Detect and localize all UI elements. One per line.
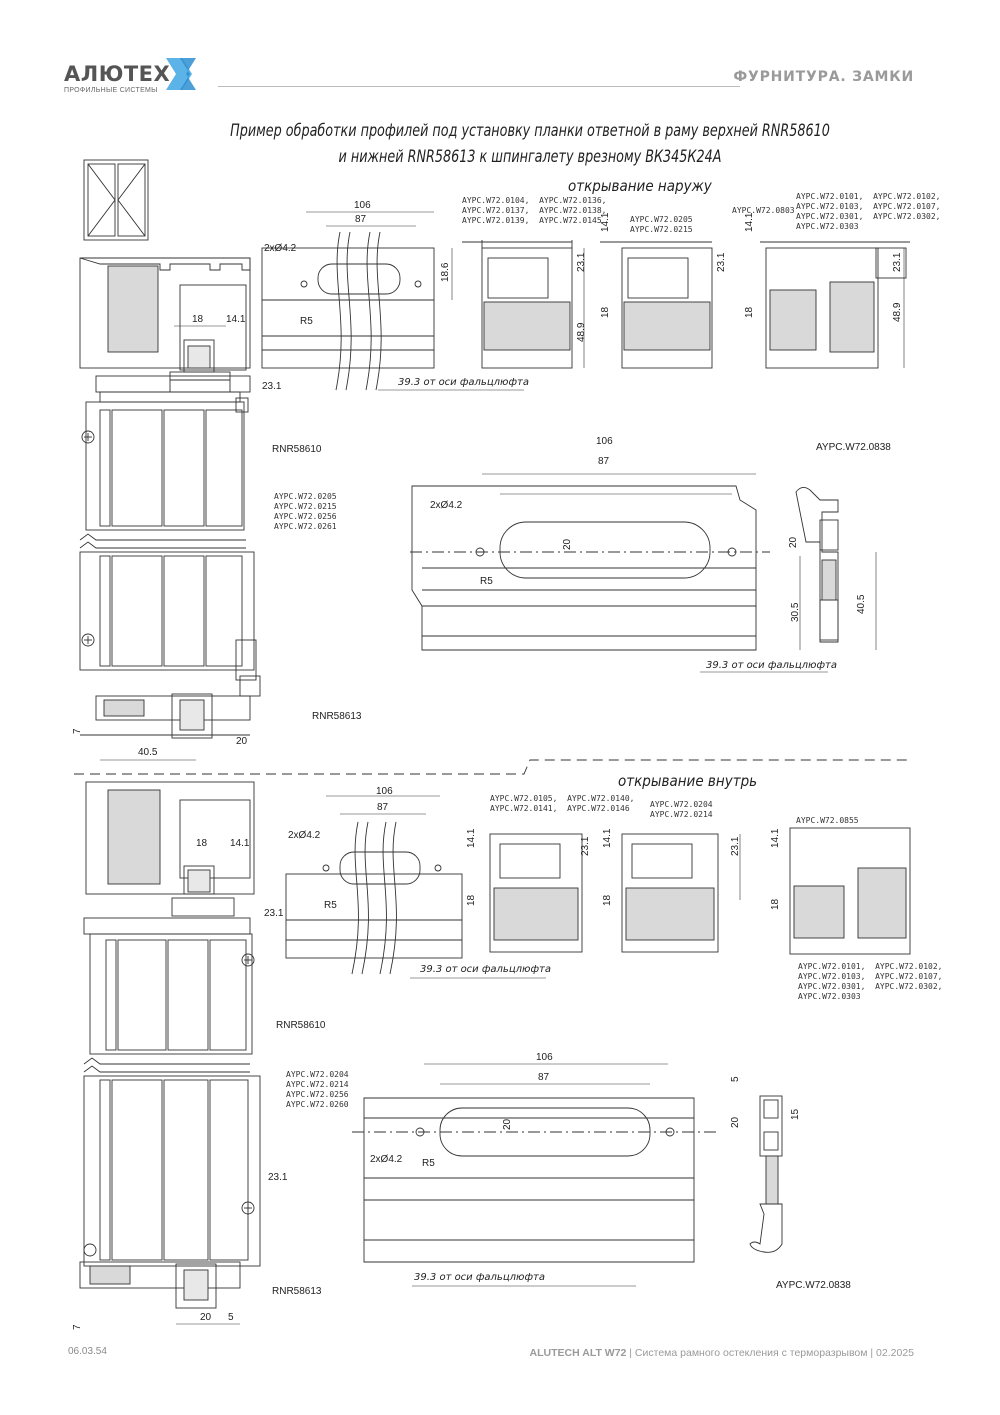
top-profile-0838 [796, 487, 838, 642]
dim-7-bottom: 7 [72, 1324, 83, 1330]
top-heading: открывание наружу [568, 177, 712, 195]
dim-14-1-bottom-b: 14.1 [466, 828, 477, 848]
dim-20-bottom-0838: 20 [730, 1116, 741, 1128]
dim-23-1-d: 23.1 [892, 252, 903, 272]
bottom-strike-plate-large [352, 1098, 720, 1262]
dim-14-1-bottom-a: 14.1 [230, 838, 250, 849]
dim-18-6: 18.6 [440, 262, 451, 282]
footer-brand: ALUTECH ALT W72 [529, 1347, 627, 1359]
dim-23-1-c: 23.1 [716, 252, 727, 272]
dim-30-5: 30.5 [790, 602, 801, 622]
ref-0838-top: AYPC.W72.0838 [816, 442, 891, 453]
dim-87: 87 [355, 214, 367, 225]
bottom-heading: открывание внутрь [618, 772, 758, 790]
dim-20-bottom-large: 20 [502, 1118, 513, 1130]
dim-106-bottom: 106 [376, 786, 393, 797]
logo-text: АЛЮТЕХ [64, 62, 171, 86]
top-left-section [80, 258, 260, 738]
dim-18-bottom-a: 18 [196, 838, 208, 849]
bottom-profile-c [790, 828, 910, 954]
dim-r5-bottom-large: R5 [422, 1158, 435, 1169]
dim-23-1-bottom-c: 23.1 [730, 836, 741, 856]
footer-text [530, 1347, 914, 1359]
dim-14-1-b: 14.1 [600, 212, 611, 232]
label-group-d: AYPC.W72.0101, AYPC.W72.0102, AYPC.W72.0103, AYPC.W72.0107, AYPC.W72.0301, AYPC.W72.0302, AYPC.W72.0303 [796, 192, 941, 231]
footer-desc: | Система рамного остекления с терморазрывом | 02.2025 [626, 1347, 914, 1359]
dim-5-bottom-0838: 5 [730, 1076, 741, 1082]
dim-20-top-left: 20 [236, 736, 248, 747]
dim-23-1-a: 23.1 [262, 381, 282, 392]
label-group-b: AYPC.W72.0205 AYPC.W72.0215 [630, 215, 693, 234]
dim-20-large: 20 [562, 538, 573, 550]
top-profile-a [462, 240, 572, 368]
dim-18-bottom-d: 18 [770, 898, 781, 910]
dim-20-0838: 20 [788, 536, 799, 548]
ref-rnr58613-top: RNR58613 [312, 711, 362, 722]
dim-r5: R5 [300, 316, 313, 327]
note-axis-top-small: 39.3 от оси фальцлюфта [398, 377, 529, 388]
dim-7-top: 7 [72, 728, 83, 734]
dim-23-1-b: 23.1 [576, 252, 587, 272]
label-group-c: AYPC.W72.0803 [732, 206, 795, 215]
dim-40-5-top-left: 40.5 [138, 747, 158, 758]
dim-2x-bottom: 2xØ4.2 [288, 830, 321, 841]
top-strike-plate-small [262, 232, 434, 390]
dim-87-bottom: 87 [377, 802, 389, 813]
dim-5-bottom-left: 5 [228, 1312, 234, 1323]
dim-106-large: 106 [596, 436, 613, 447]
bottom-profile-0838 [750, 1096, 782, 1252]
dim-r5-large: R5 [480, 576, 493, 587]
bottom-profile-a [490, 834, 582, 952]
title-line-1: Пример обработки профилей под установку планки ответной в раму верхней RNR58610 [230, 121, 830, 140]
dim-23-1-bottom-left: 23.1 [268, 1172, 288, 1183]
dim-14-1-a: 14.1 [226, 314, 246, 325]
ref-rnr58610-top: RNR58610 [272, 444, 322, 455]
dim-40-5: 40.5 [856, 594, 867, 614]
bottom-left-section [80, 782, 260, 1308]
page-code: 06.03.54 [68, 1346, 107, 1357]
bottom-profile-b [622, 834, 718, 952]
dim-14-1-bottom-d: 14.1 [770, 828, 781, 848]
dim-2x: 2xØ4.2 [264, 243, 297, 254]
section-title: ФУРНИТУРА. ЗАМКИ [733, 69, 914, 85]
dim-18-bottom-c: 18 [602, 894, 613, 906]
bottom-strike-plate-small [286, 822, 462, 974]
dim-2x-bottom-large: 2xØ4.2 [370, 1154, 403, 1165]
dim-87-bottom-large: 87 [538, 1072, 550, 1083]
ref-rnr58613-bottom: RNR58613 [272, 1286, 322, 1297]
dim-15-bottom-0838: 15 [790, 1108, 801, 1120]
top-profile-b [600, 242, 712, 368]
ref-0838-bottom: AYPC.W72.0838 [776, 1280, 851, 1291]
note-axis-top-large: 39.3 от оси фальцлюфта [706, 660, 837, 671]
bottom-label-group-c: AYPC.W72.0855 [796, 816, 859, 825]
dim-106-bottom-large: 106 [536, 1052, 553, 1063]
dim-48-9-a: 48.9 [576, 322, 587, 342]
dim-2x-large: 2xØ4.2 [430, 500, 463, 511]
label-group-a: AYPC.W72.0104, AYPC.W72.0136, AYPC.W72.0137, AYPC.W72.0138, AYPC.W72.0139, AYPC.W72.0145 [462, 196, 607, 225]
bottom-left-list: AYPC.W72.0204 AYPC.W72.0214 AYPC.W72.0256 AYPC.W72.0260 [286, 1070, 349, 1109]
dim-23-1-bottom-b: 23.1 [580, 836, 591, 856]
top-profile-c [760, 242, 910, 368]
ref-rnr58610-bottom: RNR58610 [276, 1020, 326, 1031]
dim-18-c: 18 [744, 306, 755, 318]
dim-87-large: 87 [598, 456, 610, 467]
note-axis-bottom-small: 39.3 от оси фальцлюфта [420, 964, 551, 975]
dim-48-9-b: 48.9 [892, 302, 903, 322]
dim-106: 106 [354, 200, 371, 211]
dim-23-1-bottom-a: 23.1 [264, 908, 284, 919]
bottom-label-group-b: AYPC.W72.0204 AYPC.W72.0214 [650, 800, 713, 819]
dim-14-1-bottom-c: 14.1 [602, 828, 613, 848]
bottom-label-group-d: AYPC.W72.0101, AYPC.W72.0102, AYPC.W72.0103, AYPC.W72.0107, AYPC.W72.0301, AYPC.W72.0302, AYPC.W72.0303 [798, 962, 943, 1001]
dim-18-bottom-b: 18 [466, 894, 477, 906]
dim-r5-bottom: R5 [324, 900, 337, 911]
top-strike-plate-large [410, 486, 770, 650]
top-left-list: AYPC.W72.0205 AYPC.W72.0215 AYPC.W72.0256 AYPC.W72.0261 [274, 492, 337, 531]
logo-subtitle: ПРОФИЛЬНЫЕ СИСТЕМЫ [64, 87, 158, 94]
dim-18-a: 18 [192, 314, 204, 325]
dim-18-b: 18 [600, 306, 611, 318]
note-axis-bottom-large: 39.3 от оси фальцлюфта [414, 1272, 545, 1283]
bottom-label-group-a: AYPC.W72.0105, AYPC.W72.0140, AYPC.W72.0141, AYPC.W72.0146 [490, 794, 635, 813]
window-thumbnail-icon [84, 160, 148, 240]
dim-20-bottom-left: 20 [200, 1312, 212, 1323]
title-line-2: и нижней RNR58613 к шпингалету врезному ВК345К24А [338, 147, 722, 166]
dim-14-1-c: 14.1 [744, 212, 755, 232]
